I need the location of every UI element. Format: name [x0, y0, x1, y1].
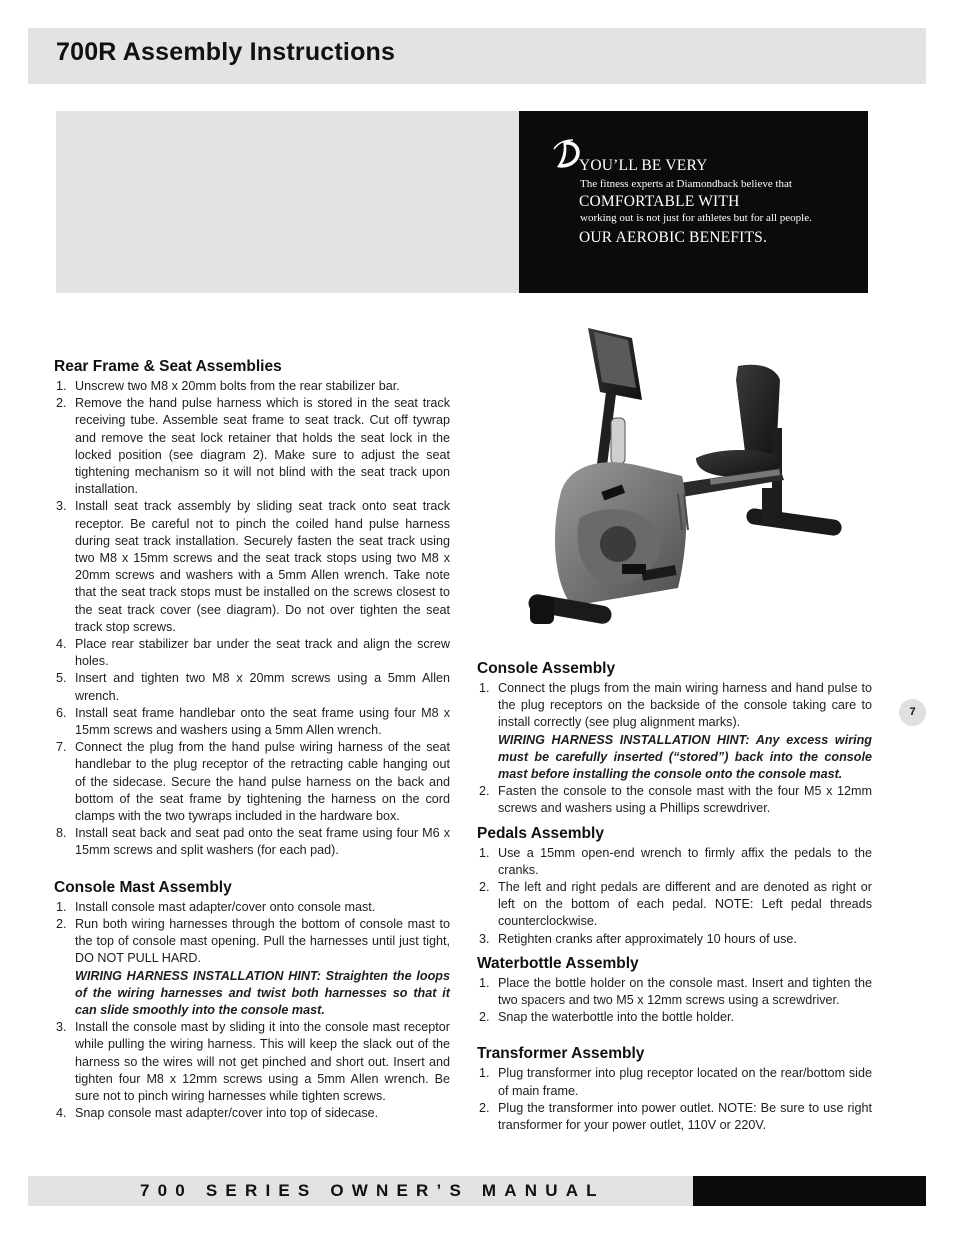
hero-black-panel	[519, 111, 868, 293]
pedals-steps	[477, 845, 872, 948]
list-item: 3. Install the console mast by sliding it into the console mast receptor while pulling the wiring harness. This will keep the slack out of the harness so the wires will not get pinched and short out. Insert and tighten four M8 x 12mm screws using a 5mm Allen wrench. Be sure not to pinch wiring harnesses while tighten screws.	[56, 1020, 450, 1103]
section-title-console-mast: Console Mast Assembly	[54, 878, 232, 896]
console-steps	[477, 680, 872, 818]
section-title-transformer: Transformer Assembly	[477, 1045, 645, 1063]
page-title: 700R Assembly Instructions	[56, 38, 396, 66]
list-item: 2. Snap the waterbottle into the bottle holder.	[479, 1010, 734, 1025]
list-item: 3. Retighten cranks after approximately 10 hours of use.	[479, 931, 797, 946]
wiring-hint: WIRING HARNESS INSTALLATION HINT: Any excess wiring must be carefully inserted (“stored”) back into the console mast before installing the console onto the console mast.	[498, 732, 872, 782]
list-item: 1. Plug transformer into plug receptor located on the rear/bottom side of main frame.	[479, 1066, 872, 1098]
list-item: 8. Install seat back and seat pad onto the seat frame using four M6 x 15mm screws and split washers (for each pad).	[56, 826, 450, 858]
left-column	[54, 357, 450, 1122]
list-item: 2. Plug the transformer into power outlet. NOTE: Be sure to use right transformer for your power outlet, 110V or 220V.	[479, 1100, 872, 1133]
title-bar	[28, 28, 926, 84]
footer-black-block	[693, 1176, 926, 1206]
transformer-steps	[477, 1065, 872, 1134]
list-item: 7. Connect the plug from the hand pulse wiring harness of the seat handlebar to the plug receptor of the retracting cable hanging out of the sidecase. Secure the hand pulse harness on the back and bottom of the seat frame by tightening the harness on the cord clamps with the two tywraps included in the hardware box.	[56, 740, 450, 824]
hero-gray-panel	[56, 111, 519, 293]
footer-bar	[28, 1176, 693, 1206]
list-item: 2. Remove the hand pulse harness which is stored in the seat track receiving tube. Assemble seat frame to seat track. Cut off tywrap and remove the seat lock retainer that holds the seat lock in the locked position (see diagram 2). Make sure to adjust the seat tightening mechanism so it will not blind with the seat track upon installation.	[56, 396, 450, 497]
section-title-pedals: Pedals Assembly	[477, 824, 604, 842]
hero-line-5: OUR AEROBIC BENEFITS.	[579, 229, 768, 246]
hero-line-4: working out is not just for athletes but for all people.	[580, 212, 812, 224]
list-item: 4. Place rear stabilizer bar under the seat track and align the screw holes.	[56, 637, 450, 669]
section-title-rear-frame: Rear Frame & Seat Assemblies	[54, 358, 282, 375]
hero-line-2: The fitness experts at Diamondback believe that	[580, 178, 792, 190]
list-item: 5. Insert and tighten two M8 x 20mm screws using a 5mm Allen wrench.	[56, 671, 450, 703]
page-number: 7	[899, 699, 926, 726]
footer-title: 700 SERIES OWNER’S MANUAL	[140, 1181, 605, 1200]
list-item: 2. Run both wiring harnesses through the bottom of console mast to the top of console mast opening. Pull the harnesses until just tight, DO NOT PULL HARD. WIRING HARNESS INSTALLATION HINT: Straighten the loops of the wiring harnesses and twist both harnesses so that it can slide smoothly into the console mast.	[54, 916, 450, 1019]
list-item: 2. The left and right pedals are different and are denoted as right or left on the bottom of each pedal. NOTE: Left pedal threads counterclockwise.	[479, 880, 872, 929]
section-title-waterbottle: Waterbottle Assembly	[477, 954, 639, 972]
list-item: 3. Install seat track assembly by sliding seat track onto seat track receptor. Be careful not to pinch the coiled hand pulse harness during seat track installation. Securely fasten the seat track using two M8 x 15mm screws and the seat track stops using two M8 x 20mm screws and washers with a 5mm Allen wrench. Take note that the seat track stops must be installed on the screws closest to the seat track cover (see diagram). Do not over tighten the seat track stop screws.	[56, 499, 450, 634]
rear-frame-steps	[54, 378, 450, 860]
list-item: 2. Fasten the console to the console mast with the four M5 x 12mm screws and washers using a Phillips screwdriver.	[479, 784, 872, 816]
list-item: 1. Install console mast adapter/cover onto console mast.	[56, 899, 376, 914]
list-item: 1. Place the bottle holder on the console mast. Insert and tighten the two spacers and two M5 x 12mm screws using a screwdriver.	[479, 975, 872, 1008]
hero-line-1: YOU’LL BE VERY	[579, 157, 708, 174]
section-title-console: Console Assembly	[477, 660, 616, 677]
waterbottle-steps	[477, 975, 872, 1027]
hero-line-3: COMFORTABLE WITH	[579, 193, 740, 210]
list-item: 1. Use a 15mm open-end wrench to firmly affix the pedals to the cranks.	[479, 845, 872, 877]
list-item: 4. Snap console mast adapter/cover into top of sidecase.	[56, 1106, 379, 1121]
wiring-hint: WIRING HARNESS INSTALLATION HINT: Straighten the loops of the wiring harnesses and twist both harnesses so that it can slide smoothly into the console mast.	[75, 968, 450, 1017]
list-item: 1. Connect the plugs from the main wiring harness and hand pulse to the plug receptors on the backside of the console taking care to install correctly (see plug alignment marks). WIRING HARNESS INSTALLATION HINT: Any excess wiring must be carefully inserted (“stored”) back into the console mast before installing the console onto the console mast.	[477, 680, 872, 783]
list-item: 1. Unscrew two M8 x 20mm bolts from the rear stabilizer bar.	[56, 379, 400, 393]
console-mast-steps	[54, 899, 450, 1123]
recumbent-bike-image	[510, 318, 860, 654]
right-column	[477, 659, 872, 1134]
list-item: 6. Install seat frame handlebar onto the seat frame using four M8 x 15mm screws and washers using a 5mm Allen wrench.	[56, 705, 450, 738]
